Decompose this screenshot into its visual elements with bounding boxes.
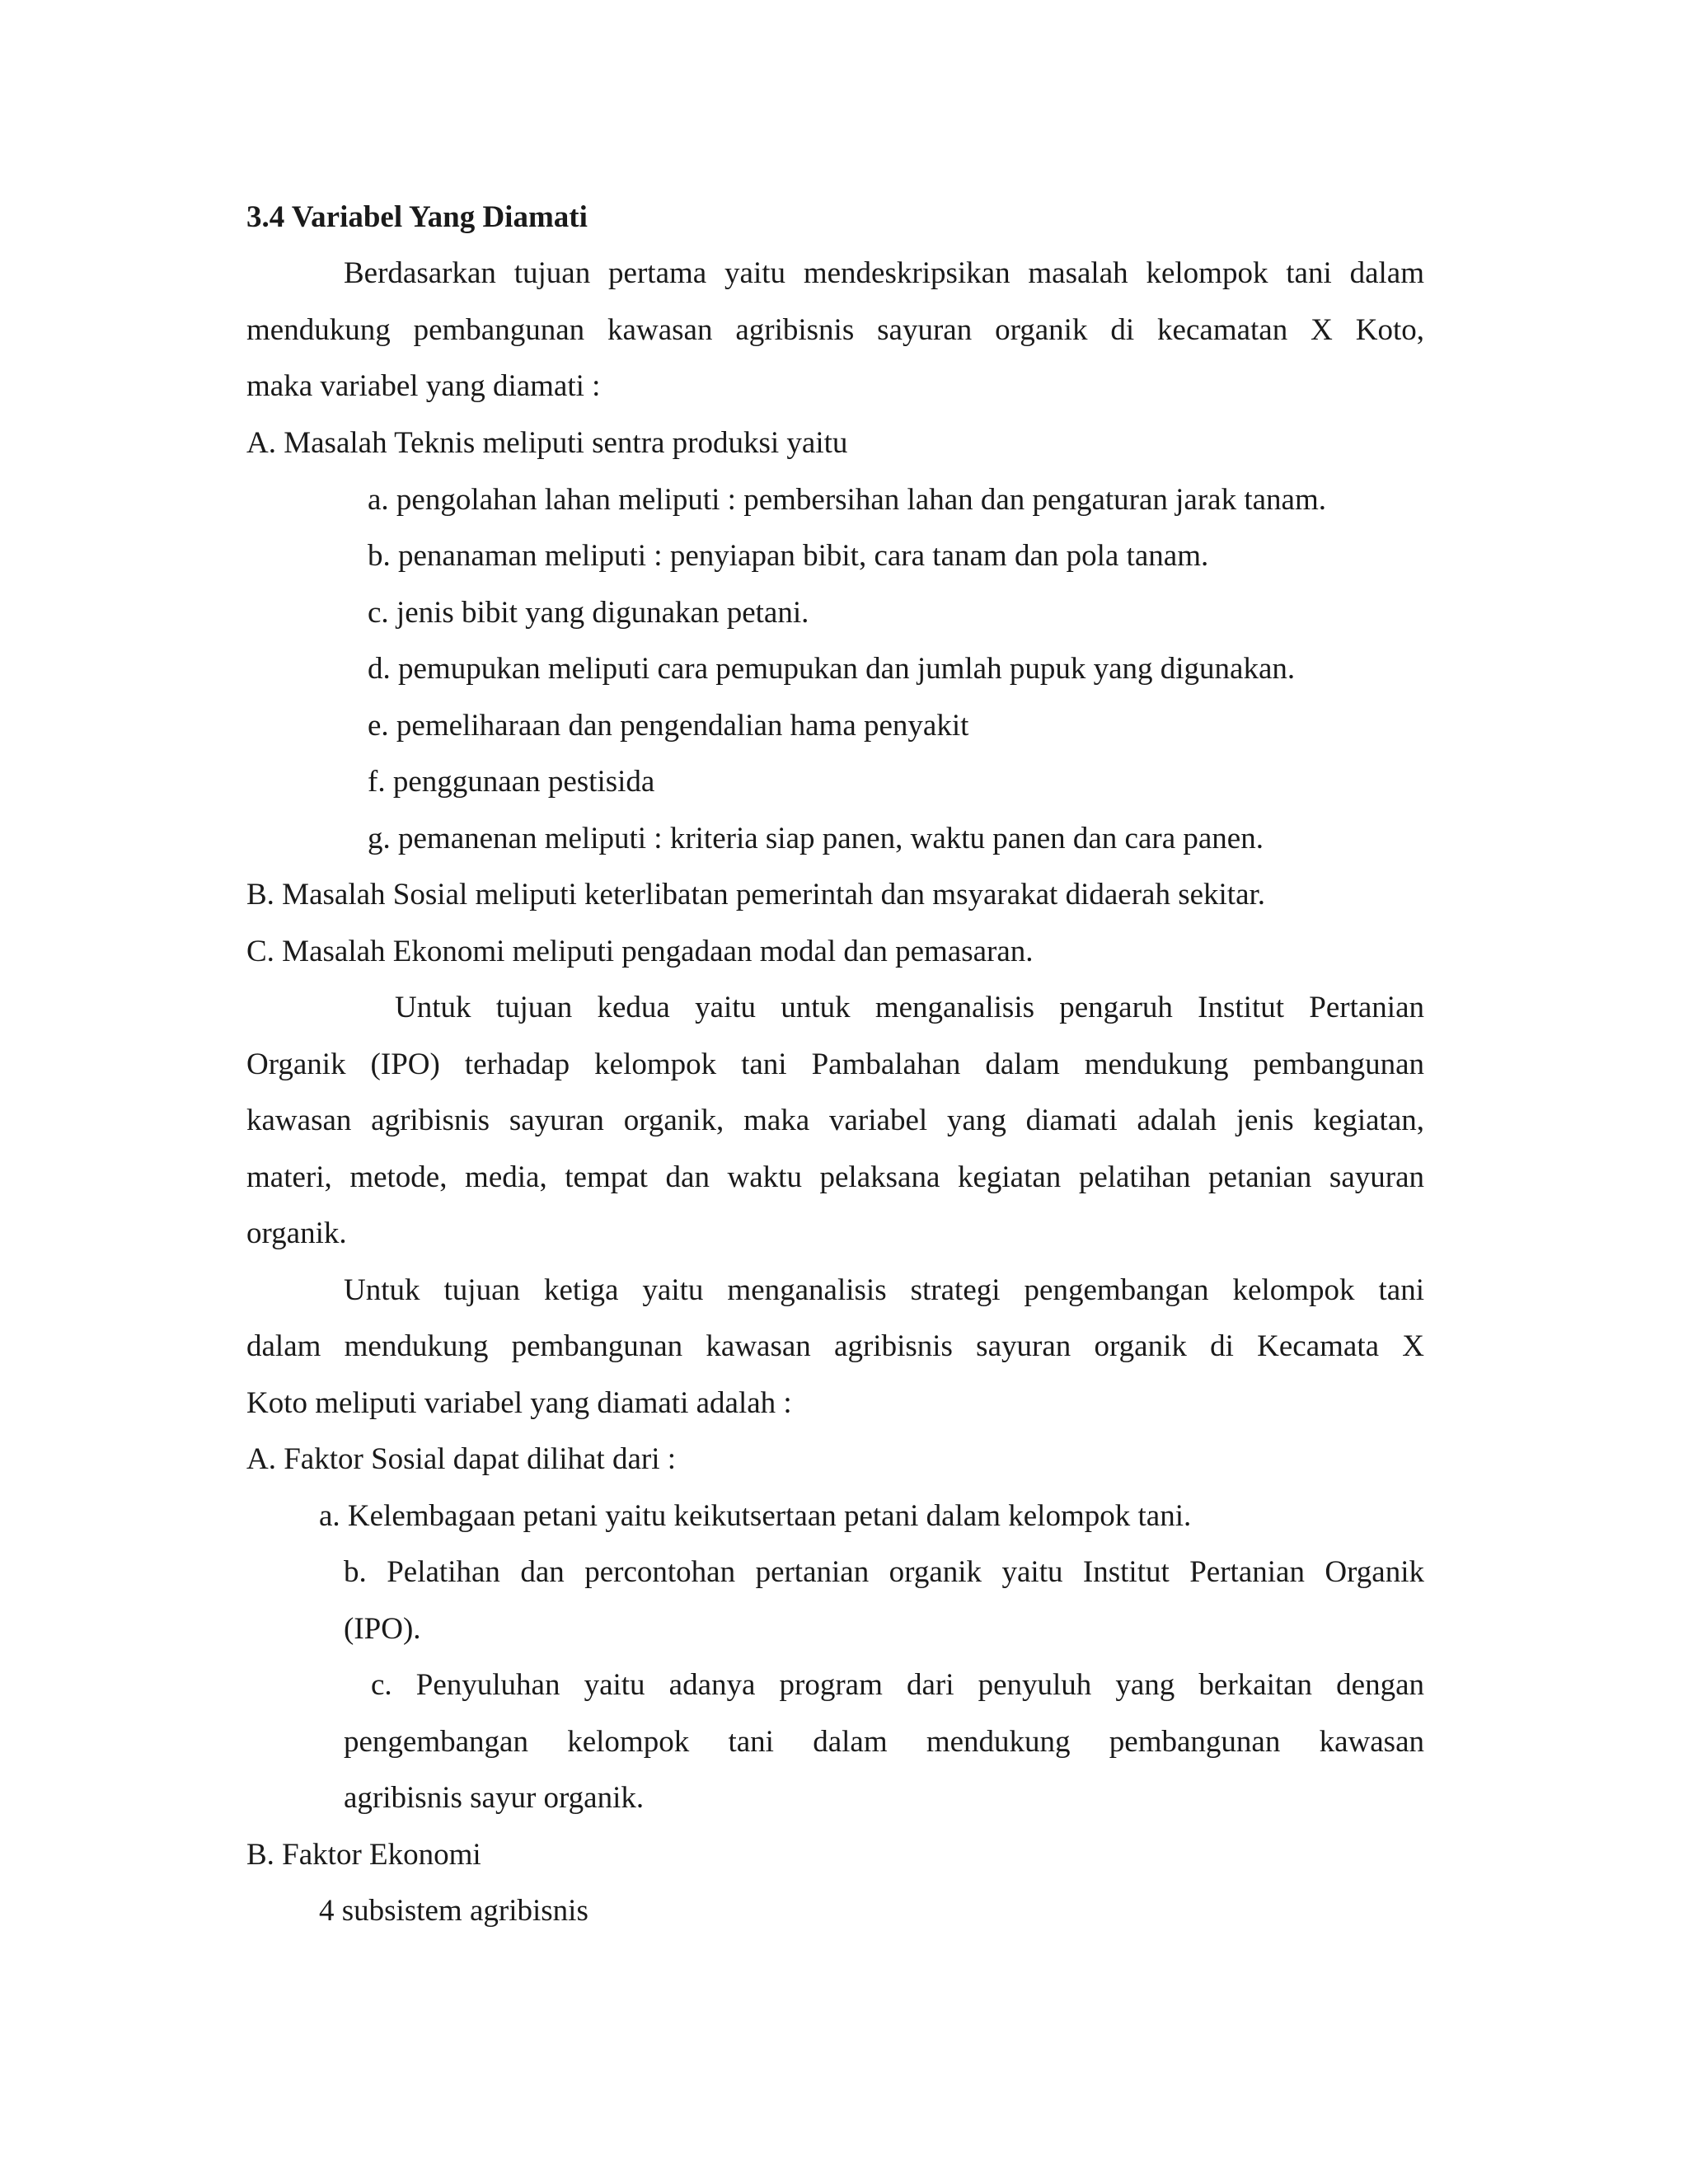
paragraph-1-line-3: maka variabel yang diamati : xyxy=(246,369,601,403)
faktor-sosial-item-b-line-2: (IPO). xyxy=(344,1612,421,1646)
sub-item-e: e. pemeliharaan dan pengendalian hama penyakit xyxy=(368,709,969,743)
paragraph-1-line-2: mendukung pembangunan kawasan agribisnis sayuran organik di kecamatan X Koto, xyxy=(246,313,1424,347)
list-item-B-faktor-ekonomi: B. Faktor Ekonomi xyxy=(246,1838,481,1872)
faktor-sosial-item-b-line-1: b. Pelatihan dan percontohan pertanian organik yaitu Institut Pertanian Organik xyxy=(344,1555,1424,1589)
sub-item-c: c. jenis bibit yang digunakan petani. xyxy=(368,596,809,630)
faktor-sosial-item-c-line-1: c. Penyuluhan yaitu adanya program dari penyuluh yang berkaitan dengan xyxy=(371,1668,1424,1702)
paragraph-2-line-2: Organik (IPO) terhadap kelompok tani Pambalahan dalam mendukung pembangunan xyxy=(246,1047,1424,1081)
paragraph-1-line-1: Berdasarkan tujuan pertama yaitu mendeskripsikan masalah kelompok tani dalam xyxy=(344,256,1424,290)
paragraph-2-line-3: kawasan agribisnis sayuran organik, maka variabel yang diamati adalah jenis kegiatan, xyxy=(246,1104,1424,1137)
sub-item-g: g. pemanenan meliputi : kriteria siap panen, waktu panen dan cara panen. xyxy=(368,822,1264,855)
paragraph-3-line-1: Untuk tujuan ketiga yaitu menganalisis strategi pengembangan kelompok tani xyxy=(344,1273,1424,1307)
sub-item-f: f. penggunaan pestisida xyxy=(368,765,655,799)
faktor-ekonomi-sub: 4 subsistem agribisnis xyxy=(319,1894,588,1928)
paragraph-3-line-3: Koto meliputi variabel yang diamati adalah : xyxy=(246,1386,792,1420)
sub-item-b: b. penanaman meliputi : penyiapan bibit, cara tanam dan pola tanam. xyxy=(368,539,1209,573)
list-item-A-teknis: A. Masalah Teknis meliputi sentra produksi yaitu xyxy=(246,426,848,460)
paragraph-2-line-4: materi, metode, media, tempat dan waktu pelaksana kegiatan pelatihan petanian sayuran xyxy=(246,1160,1424,1194)
faktor-sosial-item-c-line-2: pengembangan kelompok tani dalam mendukung pembangunan kawasan xyxy=(344,1725,1424,1759)
sub-item-a: a. pengolahan lahan meliputi : pembersihan lahan dan pengaturan jarak tanam. xyxy=(368,483,1327,517)
section-heading: 3.4 Variabel Yang Diamati xyxy=(246,200,588,234)
paragraph-2-line-5: organik. xyxy=(246,1216,347,1250)
faktor-sosial-item-c-line-3: agribisnis sayur organik. xyxy=(344,1781,645,1815)
sub-item-d: d. pemupukan meliputi cara pemupukan dan jumlah pupuk yang digunakan. xyxy=(368,652,1296,686)
list-item-B-sosial: B. Masalah Sosial meliputi keterlibatan pemerintah dan msyarakat didaerah sekitar. xyxy=(246,878,1266,912)
paragraph-2-line-1: Untuk tujuan kedua yaitu untuk menganalisis pengaruh Institut Pertanian xyxy=(395,991,1424,1024)
paragraph-3-line-2: dalam mendukung pembangunan kawasan agribisnis sayuran organik di Kecamata X xyxy=(246,1329,1424,1363)
list-item-C-ekonomi: C. Masalah Ekonomi meliputi pengadaan modal dan pemasaran. xyxy=(246,935,1034,968)
faktor-sosial-item-a: a. Kelembagaan petani yaitu keikutsertaan petani dalam kelompok tani. xyxy=(319,1499,1192,1533)
list-item-A-faktor-sosial: A. Faktor Sosial dapat dilihat dari : xyxy=(246,1442,676,1476)
